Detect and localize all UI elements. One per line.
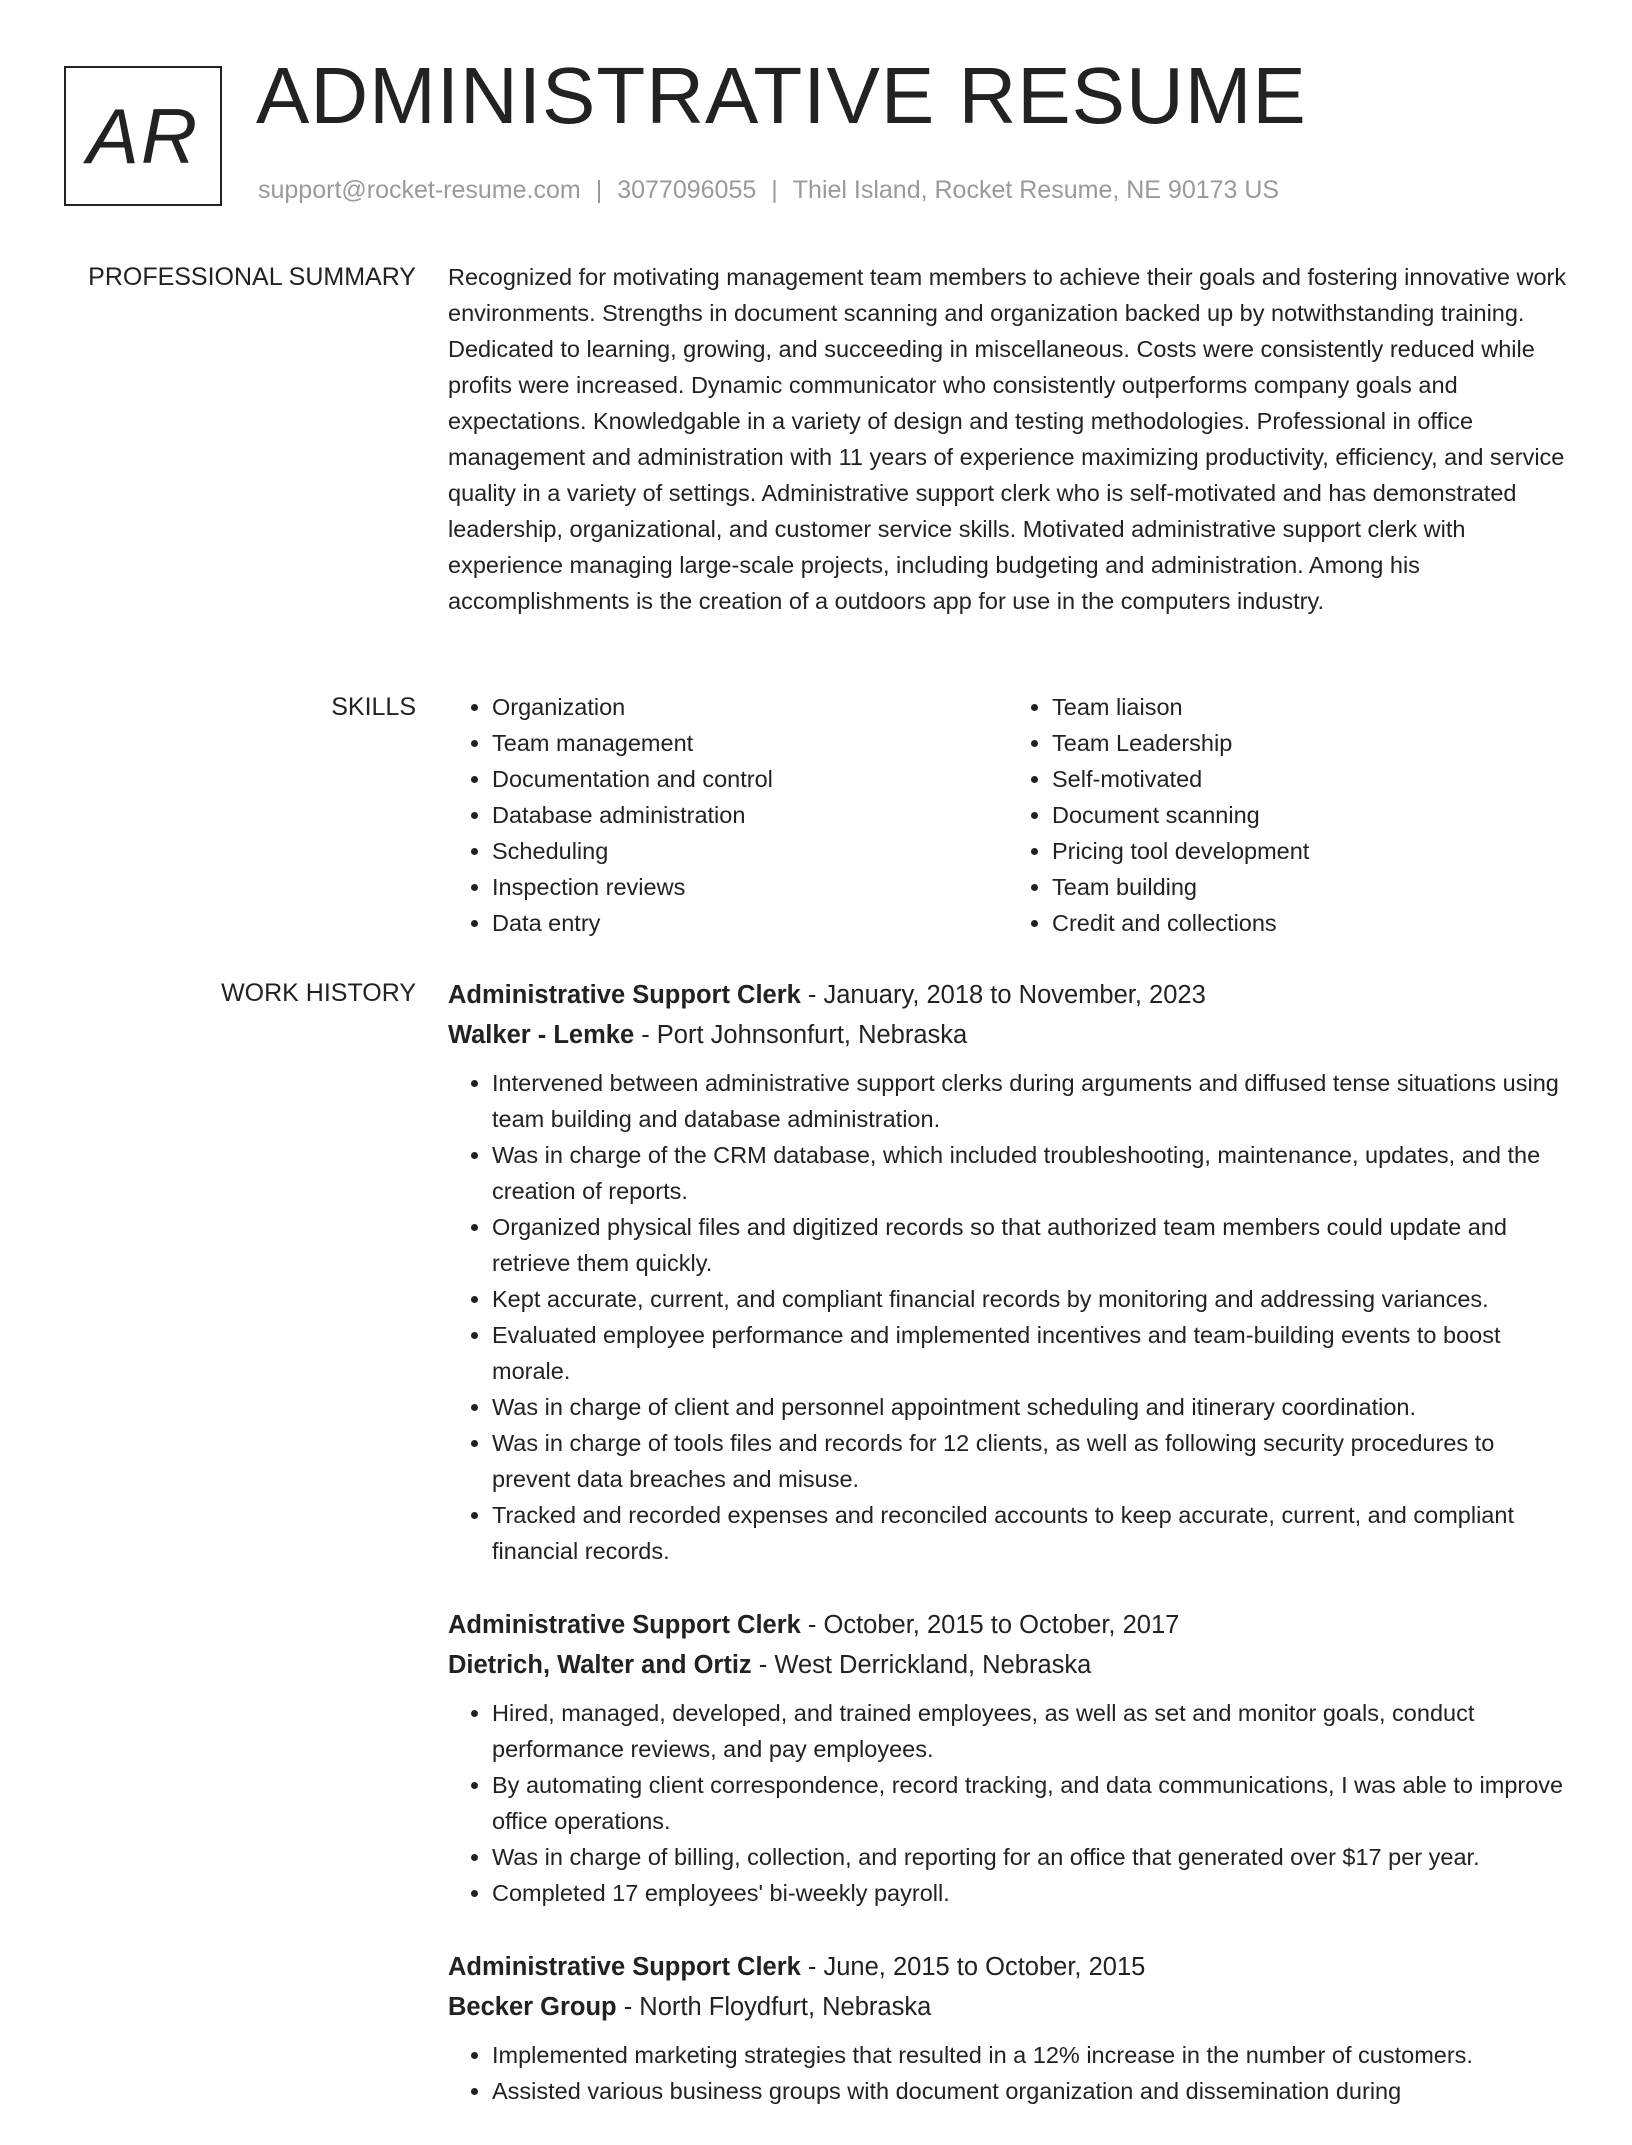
skill-item: • Team building (1052, 869, 1568, 905)
job-bullet: • Was in charge of tools files and records for 12 clients, as well as following security procedures to prevent data breaches and misuse. (492, 1425, 1568, 1497)
job-dates: - June, 2015 to October, 2015 (800, 1953, 1146, 1981)
job-bullet: • Completed 17 employees' bi-weekly payroll. (492, 1875, 1568, 1911)
skill-item: • Scheduling (492, 833, 1008, 869)
job-bullet: • Organized physical files and digitized records so that authorized team members could update and retrieve them quickly. (492, 1209, 1568, 1281)
job-dates: - October, 2015 to October, 2017 (800, 1611, 1180, 1639)
job-bullet: • Was in charge of client and personnel appointment scheduling and itinerary coordination. (492, 1389, 1568, 1425)
job-bullet: • Hired, managed, developed, and trained employees, as well as set and monitor goals, conduct performance reviews, and pay employees. (492, 1695, 1568, 1767)
job-bullet: • Assisted various business groups with document organization and dissemination during (492, 2073, 1568, 2109)
resume-title: ADMINISTRATIVE RESUME (256, 51, 1307, 140)
skill-item: • Inspection reviews (492, 869, 1008, 905)
job-title: Administrative Support Clerk (448, 981, 801, 1009)
job-bullet: • Evaluated employee performance and implemented incentives and team-building events to boost morale. (492, 1317, 1568, 1389)
job-bullet: • Was in charge of the CRM database, which included troubleshooting, maintenance, updates, and the creation of reports. (492, 1137, 1568, 1209)
skill-item: • Data entry (492, 905, 1008, 941)
job-title-line (448, 1605, 1568, 1645)
job-location: - West Derrickland, Nebraska (751, 1651, 1092, 1679)
contact-separator: | (771, 176, 778, 204)
skill-item: • Documentation and control (492, 761, 1008, 797)
monogram-logo: AR (64, 66, 222, 206)
job-company-line (448, 1645, 1568, 1685)
skills-column-1 (448, 689, 1008, 941)
skill-item: • Pricing tool development (1052, 833, 1568, 869)
job-bullets (448, 1695, 1568, 1911)
skill-item: • Team Leadership (1052, 725, 1568, 761)
job-company-line (448, 1987, 1568, 2027)
job-bullet: • By automating client correspondence, record tracking, and data communications, I was able to improve office operations. (492, 1767, 1568, 1839)
work-history-body (448, 975, 1568, 2145)
job-title: Administrative Support Clerk (448, 1953, 801, 1981)
skill-item: • Team management (492, 725, 1008, 761)
job-bullet: • Was in charge of billing, collection, and reporting for an office that generated over $17 per year. (492, 1839, 1568, 1875)
skills-column-2 (1008, 689, 1568, 941)
job-entry (448, 1605, 1568, 1911)
contact-address: Thiel Island, Rocket Resume, NE 90173 US (792, 176, 1280, 204)
job-location: - Port Johnsonfurt, Nebraska (634, 1021, 968, 1049)
skill-item: • Database administration (492, 797, 1008, 833)
job-dates: - January, 2018 to November, 2023 (800, 981, 1206, 1009)
job-bullets (448, 2037, 1568, 2109)
job-bullet: • Intervened between administrative support clerks during arguments and diffused tense situations using team building and database administration. (492, 1065, 1568, 1137)
job-title-line (448, 1947, 1568, 1987)
job-company: Dietrich, Walter and Ortiz (448, 1651, 752, 1679)
job-bullet: • Kept accurate, current, and compliant financial records by monitoring and addressing variances. (492, 1281, 1568, 1317)
skills-grid (448, 689, 1568, 941)
skill-item: • Organization (492, 689, 1008, 725)
skill-item: • Credit and collections (1052, 905, 1568, 941)
job-title: Administrative Support Clerk (448, 1611, 801, 1639)
summary-text: Recognized for motivating management team members to achieve their goals and fostering innovative work environments. Strengths in document scanning and organization backed up by notwithstanding training. Dedicated to learning, growing, and succeeding in miscellaneous. Costs were consistently reduced while profits were increased. Dynamic communicator who consistently outperforms company goals and expectations. Knowledgable in a variety of design and testing methodologies. Professional in office management and administration with 11 years of experience maximizing productivity, efficiency, and service quality in a variety of settings. Administrative support clerk who is self-motivated and has demonstrated leadership, organizational, and customer service skills. Motivated administrative support clerk with experience managing large-scale projects, including budgeting and administration. Among his accomplishments is the creation of a outdoors app for use in the computers industry. (448, 264, 1567, 614)
contact-line (258, 176, 1279, 205)
job-company: Walker - Lemke (448, 1021, 635, 1049)
contact-phone[interactable]: 3077096055 (617, 176, 757, 204)
skill-item: • Team liaison (1052, 689, 1568, 725)
job-title-line (448, 975, 1568, 1015)
job-entry (448, 975, 1568, 1569)
section-label-work: WORK HISTORY (221, 979, 416, 1007)
job-location: - North Floydfurt, Nebraska (616, 1993, 932, 2021)
skill-item: • Document scanning (1052, 797, 1568, 833)
section-label-summary: PROFESSIONAL SUMMARY (88, 263, 416, 291)
contact-email[interactable]: support@rocket-resume.com (258, 176, 581, 204)
job-entry (448, 1947, 1568, 2109)
section-label-skills: SKILLS (331, 693, 416, 721)
job-bullet: • Implemented marketing strategies that resulted in a 12% increase in the number of customers. (492, 2037, 1568, 2073)
job-bullet: • Tracked and recorded expenses and reconciled accounts to keep accurate, current, and compliant financial records. (492, 1497, 1568, 1569)
skill-item: • Self-motivated (1052, 761, 1568, 797)
job-company-line (448, 1015, 1568, 1055)
contact-separator: | (595, 176, 603, 204)
job-bullets (448, 1065, 1568, 1569)
job-company: Becker Group (448, 1993, 617, 2021)
